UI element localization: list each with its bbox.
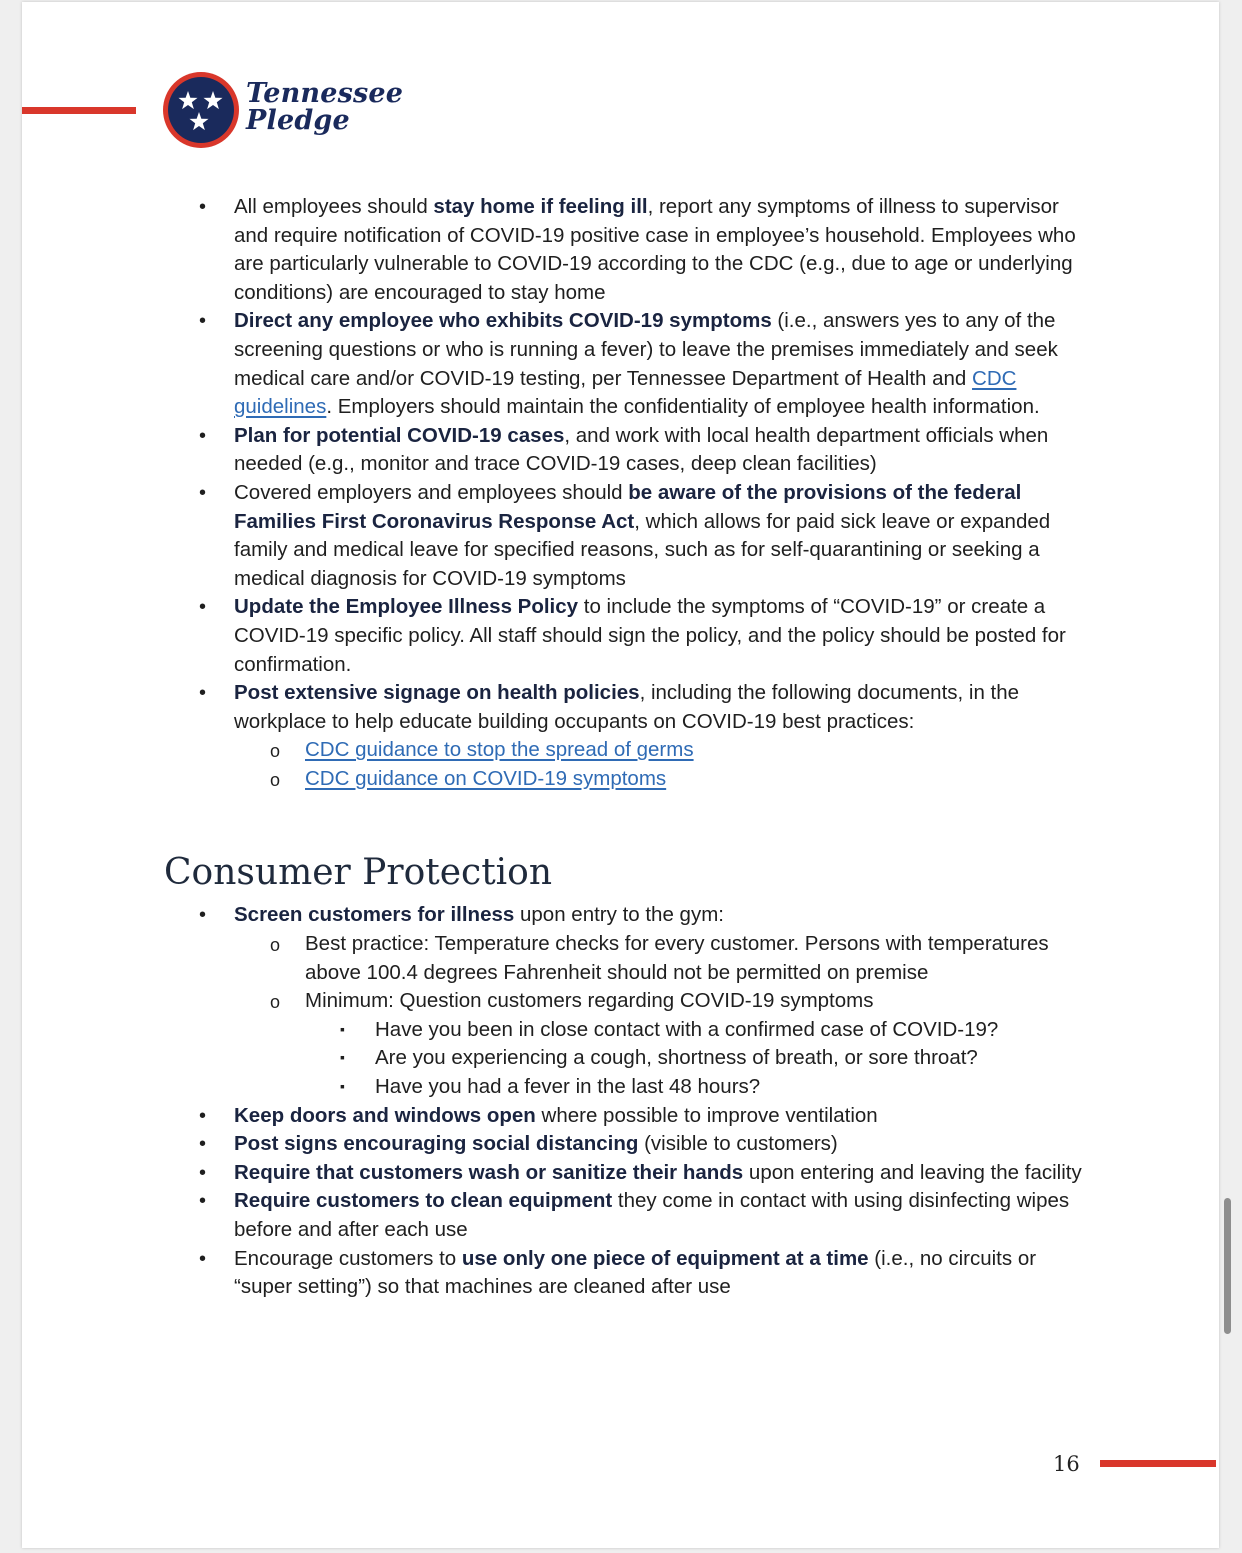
list-item	[0, 736, 1242, 765]
list-item: • Covered employers and employees should be aware of the provisions of the federal Families First Coronavirus Response Act, which allows for paid sick leave or expanded family and medical leave for specified reasons, such as for self-quarantining or seeking a medical diagnosis for COVID-19 symptoms	[199, 480, 1051, 590]
page-content	[0, 193, 1242, 1302]
logo-line-2: Pledge	[246, 105, 350, 136]
list-item: ▪ Have you had a fever in the last 48 hours?	[0, 1073, 1242, 1102]
list-item: • Post signs encouraging social distancing (visible to customers)	[0, 1130, 1242, 1159]
consumer-bullet-list	[0, 901, 1242, 1301]
page-number: 16	[1053, 1452, 1080, 1476]
list-item: ▪ Have you been in close contact with a confirmed case of COVID-19?	[0, 1016, 1242, 1045]
bullet-marker: •	[199, 596, 207, 619]
square-marker: ▪	[340, 1049, 345, 1066]
bullet-marker: •	[199, 196, 207, 218]
list-item	[0, 765, 1242, 794]
vertical-scrollbar-thumb[interactable]	[1224, 1198, 1231, 1334]
bullet-marker: •	[199, 310, 207, 333]
list-item: • All employees should stay home if feeling ill, report any symptoms of illness to supervisor and require notification of COVID-19 positive case in employee’s household. Employees who are particularly vulnerable to COVID-19 according to the CDC (e.g., due to age or underlying conditions) are encouraged to stay home	[199, 195, 1076, 304]
bullet-marker: •	[199, 1104, 207, 1127]
cdc-germs-guidance-link[interactable]: CDC guidance to stop the spread of germs	[305, 738, 694, 762]
list-item: • Post extensive signage on health policies, including the following documents, in the workplace to help educate building occupants on COVID-19 best practices:	[199, 681, 1020, 733]
bullet-marker: •	[199, 1133, 207, 1156]
list-item: • Plan for potential COVID-19 cases, and work with local health department officials when needed (e.g., monitor and trace COVID-19 cases, deep clean facilities)	[199, 423, 1049, 476]
circle-marker: o	[270, 769, 281, 790]
cdc-guidelines-link[interactable]: CDC guidelines	[234, 366, 1017, 419]
bullet-marker: •	[199, 1190, 207, 1213]
square-marker: ▪	[340, 1078, 345, 1095]
list-item: ▪ Are you experiencing a cough, shortness of breath, or sore throat?	[0, 1044, 1242, 1073]
bullet-marker: •	[199, 682, 207, 705]
list-item: • Encourage customers to use only one piece of equipment at a time (i.e., no circuits or “super setting”) so that machines are cleaned after use	[199, 1246, 1037, 1299]
bullet-marker: •	[199, 481, 207, 504]
section-heading-consumer-protection: Consumer Protection	[164, 852, 553, 894]
list-item: o Best practice: Temperature checks for every customer. Persons with temperatures above 100.4 degrees Fahrenheit should not be permitted on premise	[270, 932, 1049, 984]
circle-marker: o	[270, 992, 281, 1013]
footer-accent-rule	[1100, 1460, 1216, 1467]
bullet-marker: •	[199, 904, 207, 927]
square-marker: ▪	[340, 1020, 345, 1037]
logo-line-1: Tennessee	[246, 78, 404, 109]
cdc-symptoms-guidance-link[interactable]: CDC guidance on COVID-19 symptoms	[305, 766, 667, 790]
bullet-marker: •	[199, 1247, 207, 1270]
list-item: o Minimum: Question customers regarding COVID-19 symptoms	[0, 987, 1242, 1016]
list-item: • Require that customers wash or sanitize their hands upon entering and leaving the facility	[0, 1159, 1242, 1188]
list-item: • Require customers to clean equipment they come in contact with using disinfecting wipes before and after each use	[199, 1189, 1070, 1241]
header-accent-rule	[22, 107, 136, 114]
list-item: • Screen customers for illness upon entry to the gym:	[0, 901, 1242, 930]
tennessee-tri-star-logo-icon	[162, 71, 240, 149]
bullet-marker: •	[199, 424, 207, 447]
list-item: • Keep doors and windows open where possible to improve ventilation	[0, 1102, 1242, 1131]
circle-marker: o	[270, 741, 281, 762]
logo-wordmark	[246, 80, 403, 134]
bullet-marker: •	[199, 1161, 207, 1184]
employee-bullet-list	[0, 193, 1242, 793]
list-item: • Update the Employee Illness Policy to include the symptoms of “COVID-19” or create a COVID-19 specific policy. All staff should sign the policy, and the policy should be posted for confirmation.	[199, 595, 1066, 676]
circle-marker: o	[270, 935, 281, 956]
list-item: • Direct any employee who exhibits COVID-19 symptoms (i.e., answers yes to any of the screening questions or who is running a fever) to leave the premises immediately and seek medical care and/or COVID-19 testing, per Tennessee Department of Health and CDC guidelines. Employers should maintain the confidentiality of employee health information.	[199, 309, 1058, 419]
